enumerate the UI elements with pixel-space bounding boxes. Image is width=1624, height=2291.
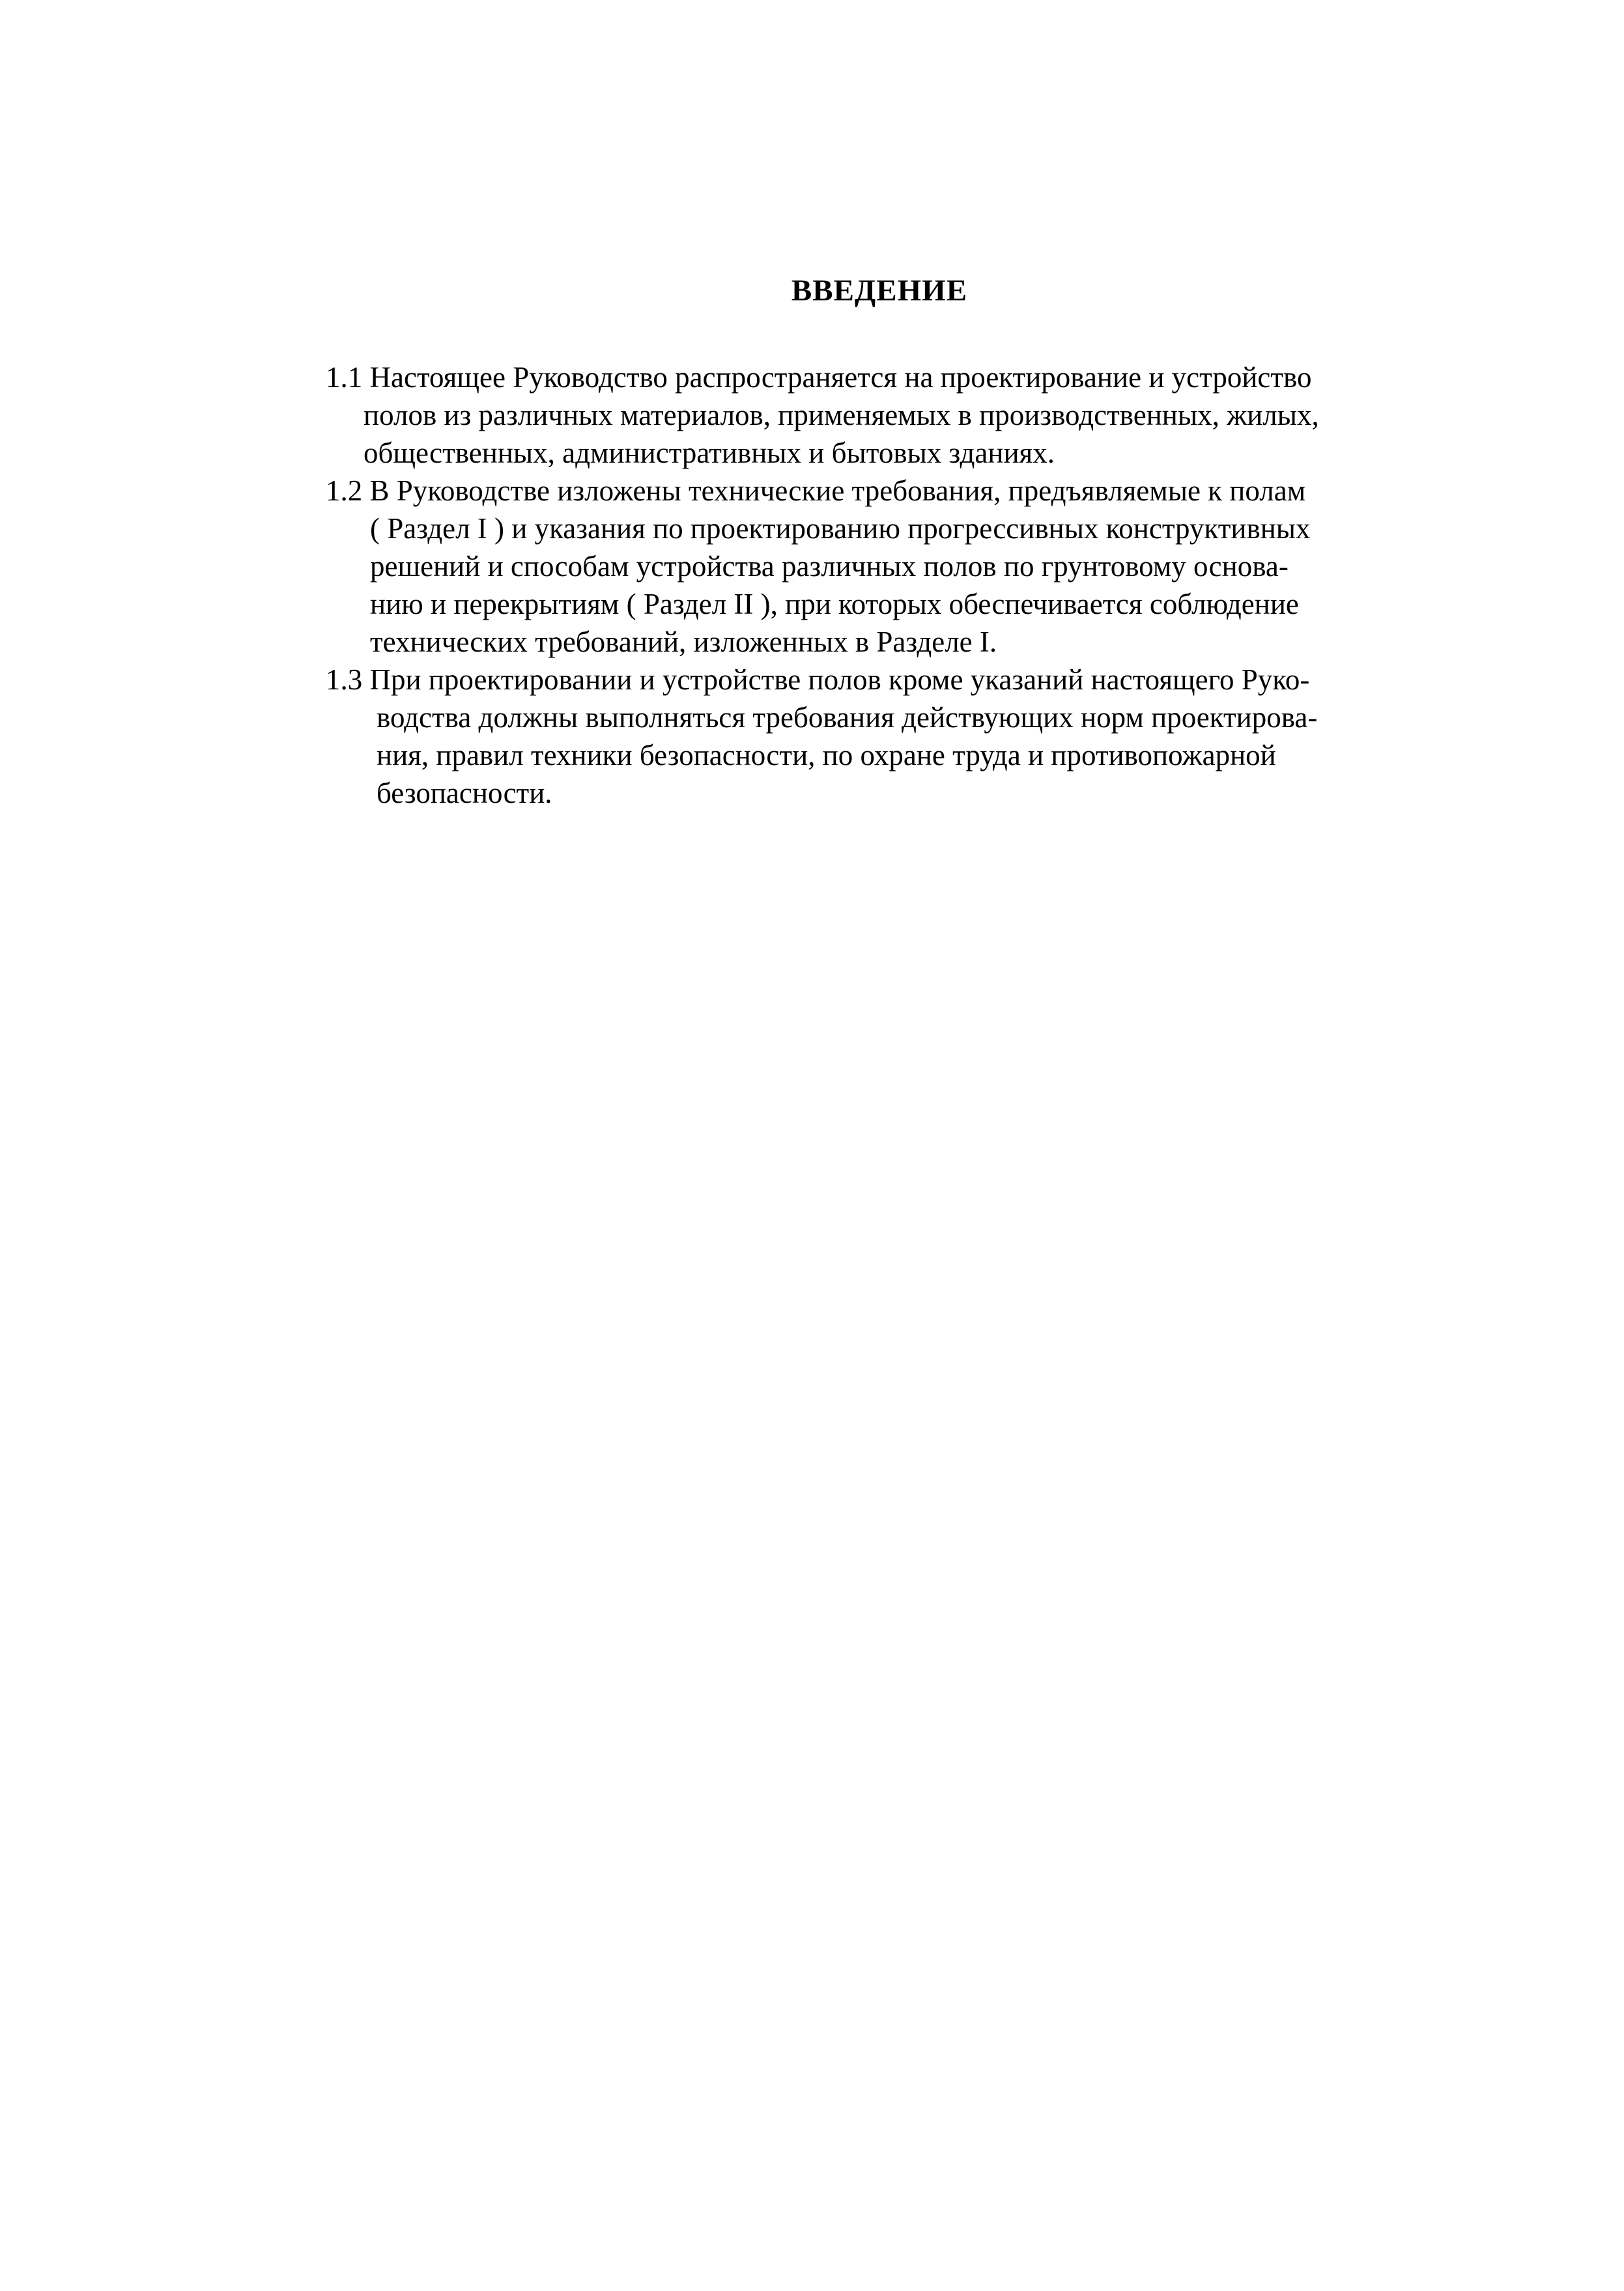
paragraph-line: нию и перекрытиям ( Раздел II ), при которых обеспечивается соблюдение xyxy=(370,588,1299,620)
paragraph-line: ( Раздел I ) и указания по проектированию прогрессивных конструктивных xyxy=(370,512,1311,545)
paragraph-line: общественных, административных и бытовых зданиях. xyxy=(363,437,1055,469)
paragraph-line: полов из различных материалов, применяемых в производственных, жилых, xyxy=(363,399,1319,431)
paragraph-line: водства должны выполняться требования действующих норм проектирова- xyxy=(377,701,1318,734)
paragraph-line: 1.1 Настоящее Руководство распространяется на проектирование и устройство xyxy=(326,361,1312,394)
paragraph-line: технических требований, изложенных в Разделе I. xyxy=(370,626,997,658)
paragraph-line: 1.2 В Руководстве изложены технические требования, предъявляемые к полам xyxy=(326,474,1306,507)
paragraph-line: ния, правил техники безопасности, по охране труда и противопожарной xyxy=(377,739,1276,771)
page-title: ВВЕДЕНИЕ xyxy=(791,274,968,308)
paragraph-line: решений и способам устройства различных полов по грунтовому основа- xyxy=(370,550,1289,583)
paragraph-1-2 xyxy=(326,472,1433,661)
paragraph-line: 1.3 При проектировании и устройстве полов кроме указаний настоящего Руко- xyxy=(326,663,1310,696)
paragraph-1-3 xyxy=(326,661,1433,812)
paragraph-line: безопасности. xyxy=(377,777,552,809)
paragraph-1-1 xyxy=(326,358,1433,472)
